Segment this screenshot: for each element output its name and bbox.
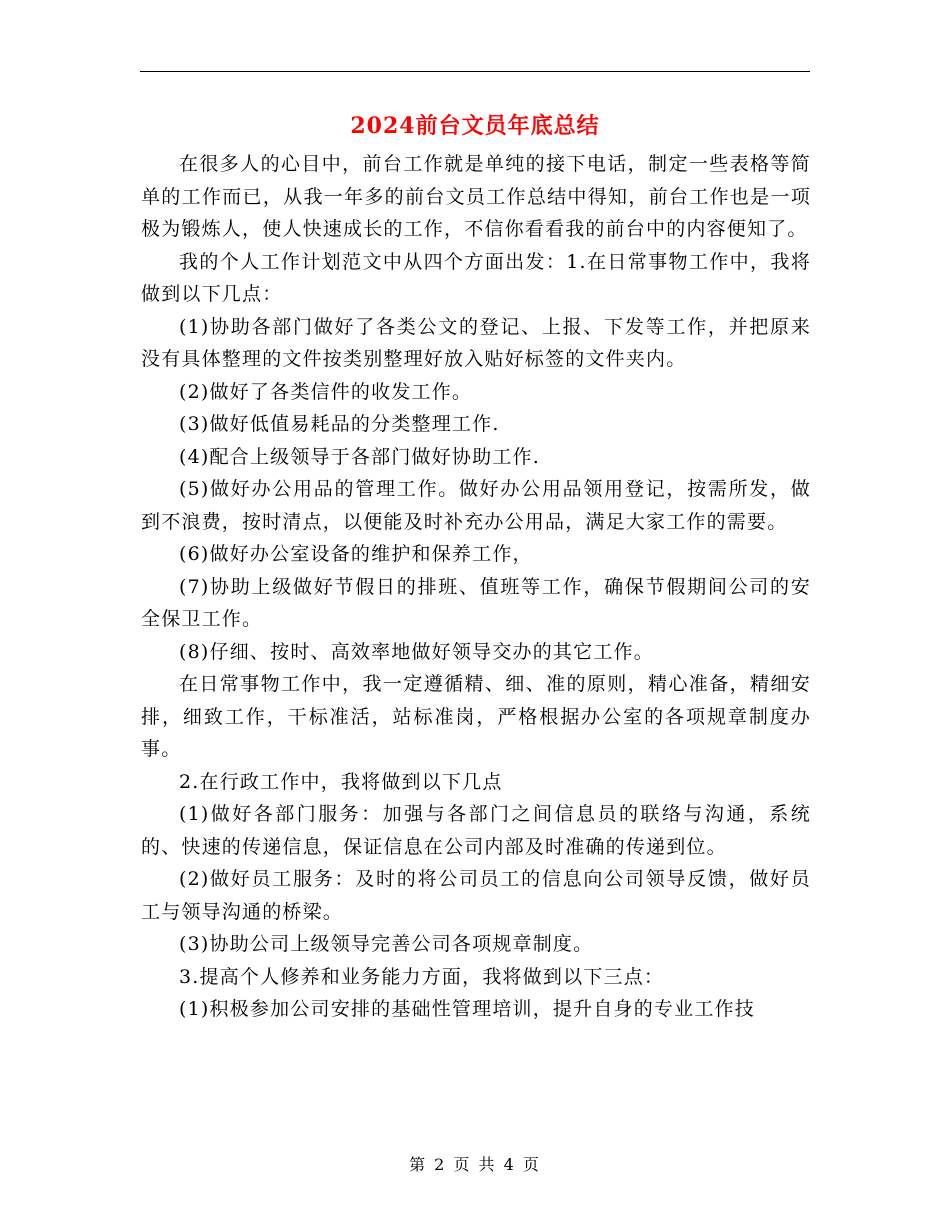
paragraph: (6)做好办公室设备的维护和保养工作，: [179, 543, 533, 565]
paragraph: (5)做好办公用品的管理工作。做好办公用品领用登记，按需所发，做到不浪费，按时清点，以便能及时补充办公用品，满足大家工作的需要。: [141, 478, 811, 533]
paragraph: 我的个人工作计划范文中从四个方面出发：1.在日常事物工作中，我将做到以下几点：: [141, 250, 811, 305]
paragraph: (3)协助公司上级领导完善公司各项规章制度。: [179, 933, 594, 955]
paragraph: 3.提高个人修养和业务能力方面，我将做到以下三点：: [179, 965, 665, 988]
paragraph: (1)协助各部门做好了各类公文的登记、上报、下发等工作，并把原来没有具体整理的文件按类别整理好放入贴好标签的文件夹内。: [141, 315, 811, 370]
paragraph: 在很多人的心目中，前台工作就是单纯的接下电话，制定一些表格等简单的工作而已，从我一年多的前台文员工作总结中得知，前台工作也是一项极为锻炼人，使人快速成长的工作，不信你看看我的前台中的内容便知了。: [141, 153, 811, 240]
paragraph: (7)协助上级做好节假日的排班、值班等工作，确保节假期间公司的安全保卫工作。: [141, 575, 811, 630]
document-body: [141, 148, 811, 1026]
document-title: 2024前台文员年底总结: [350, 113, 600, 139]
paragraph: (1)积极参加公司安排的基础性管理培训，提升自身的专业工作技: [179, 998, 755, 1020]
paragraph: 在日常事物工作中，我一定遵循精、细、准的原则，精心准备，精细安排，细致工作，干标准活，站标准岗，严格根据办公室的各项规章制度办事。: [141, 673, 811, 760]
paragraph: (4)配合上级领导于各部门做好协助工作.: [179, 445, 540, 468]
paragraph: (3)做好低值易耗品的分类整理工作.: [179, 413, 500, 435]
header-rule: [140, 71, 810, 72]
paragraph: (1)做好各部门服务：加强与各部门之间信息员的联络与沟通，系统的、快速的传递信息，保证信息在公司内部及时准确的传递到位。: [141, 803, 811, 858]
paragraph: (2)做好了各类信件的收发工作。: [179, 380, 473, 403]
paragraph: (2)做好员工服务：及时的将公司员工的信息向公司领导反馈，做好员工与领导沟通的桥梁。: [141, 868, 811, 923]
paragraph: (8)仔细、按时、高效率地做好领导交办的其它工作。: [179, 640, 654, 663]
page-number: 第 2 页 共 4 页: [409, 1155, 541, 1174]
paragraph: 2.在行政工作中，我将做到以下几点: [179, 770, 503, 793]
